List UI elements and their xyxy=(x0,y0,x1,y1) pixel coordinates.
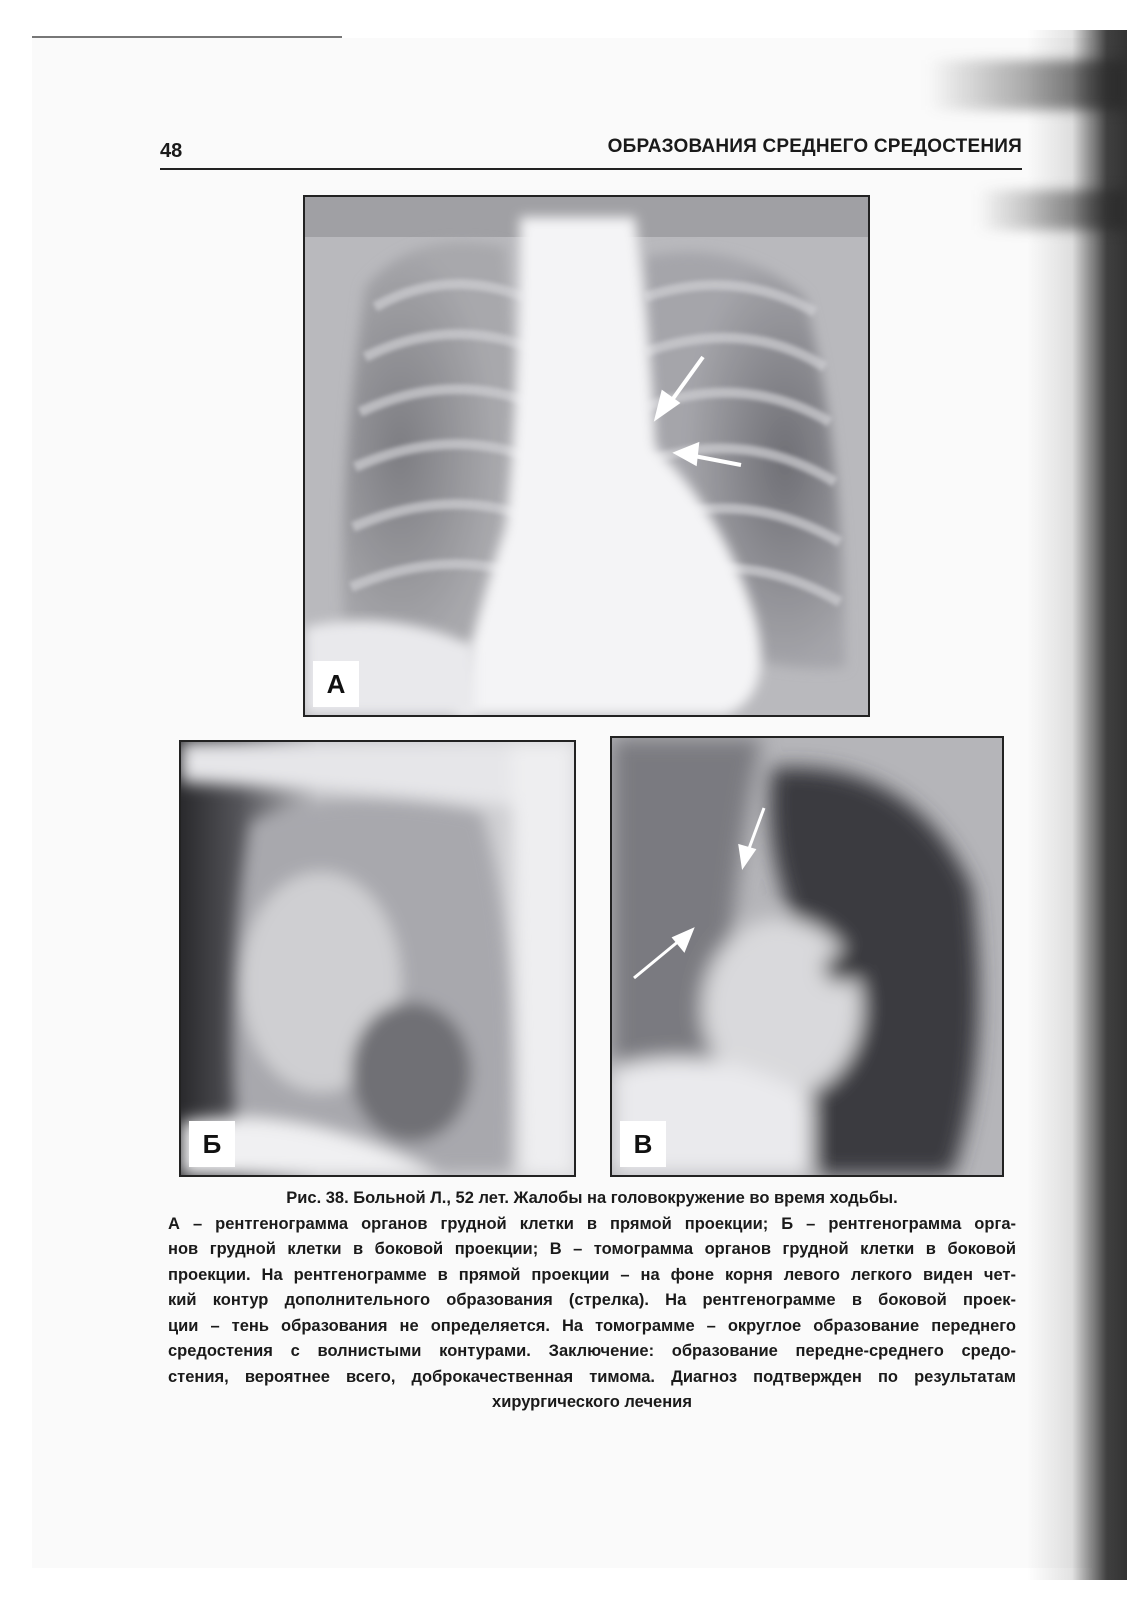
chest-xray-lateral-image xyxy=(181,742,574,1175)
caption-line: хирургического лечения xyxy=(492,1393,692,1411)
figure-caption xyxy=(168,1186,1016,1416)
xray-panel-a xyxy=(303,195,870,717)
running-title: ОБРАЗОВАНИЯ СРЕДНЕГО СРЕДОСТЕНИЯ xyxy=(607,136,1022,157)
xray-panel-c xyxy=(610,736,1004,1177)
caption-line: А – рентгенограмма органов грудной клетки в прямой проекции; Б – рентгенограмма орга- xyxy=(168,1214,1016,1233)
chest-xray-frontal-image xyxy=(305,197,868,715)
scan-edge-line xyxy=(32,36,342,38)
caption-line: нов грудной клетки в боковой проекции; В – томограмма органов грудной клетки в боковой xyxy=(168,1240,1016,1258)
scan-smear xyxy=(927,60,1127,110)
panel-label: В xyxy=(620,1121,666,1167)
page-number: 48 xyxy=(160,140,183,162)
caption-title: Рис. 38. Больной Л., 52 лет. Жалобы на головокружение во время ходьбы. xyxy=(286,1189,898,1207)
book-spine-shadow xyxy=(1027,30,1127,1580)
panel-label: Б xyxy=(189,1121,235,1167)
page-header xyxy=(160,134,1022,170)
caption-body xyxy=(168,1212,1016,1416)
caption-line: средостения с волнистыми контурами. Заключение: образование передне-среднего средо- xyxy=(168,1342,1016,1360)
scan-smear xyxy=(977,190,1127,230)
caption-line: стения, вероятнее всего, доброкачественная тимома. Диагноз подтвержден по результатам xyxy=(168,1367,1016,1386)
caption-line: ции – тень образования не определяется. На томограмме – округлое образование переднего xyxy=(168,1316,1016,1335)
chest-tomogram-lateral-image xyxy=(612,738,1002,1175)
panel-label: А xyxy=(313,661,359,707)
xray-panel-b xyxy=(179,740,576,1177)
caption-line: проекции. На рентгенограмме в прямой проекции – на фоне корня левого легкого виден чет- xyxy=(168,1265,1016,1284)
caption-line: кий контур дополнительного образования (стрелка). На рентгенограмме в боковой проек- xyxy=(168,1291,1016,1309)
